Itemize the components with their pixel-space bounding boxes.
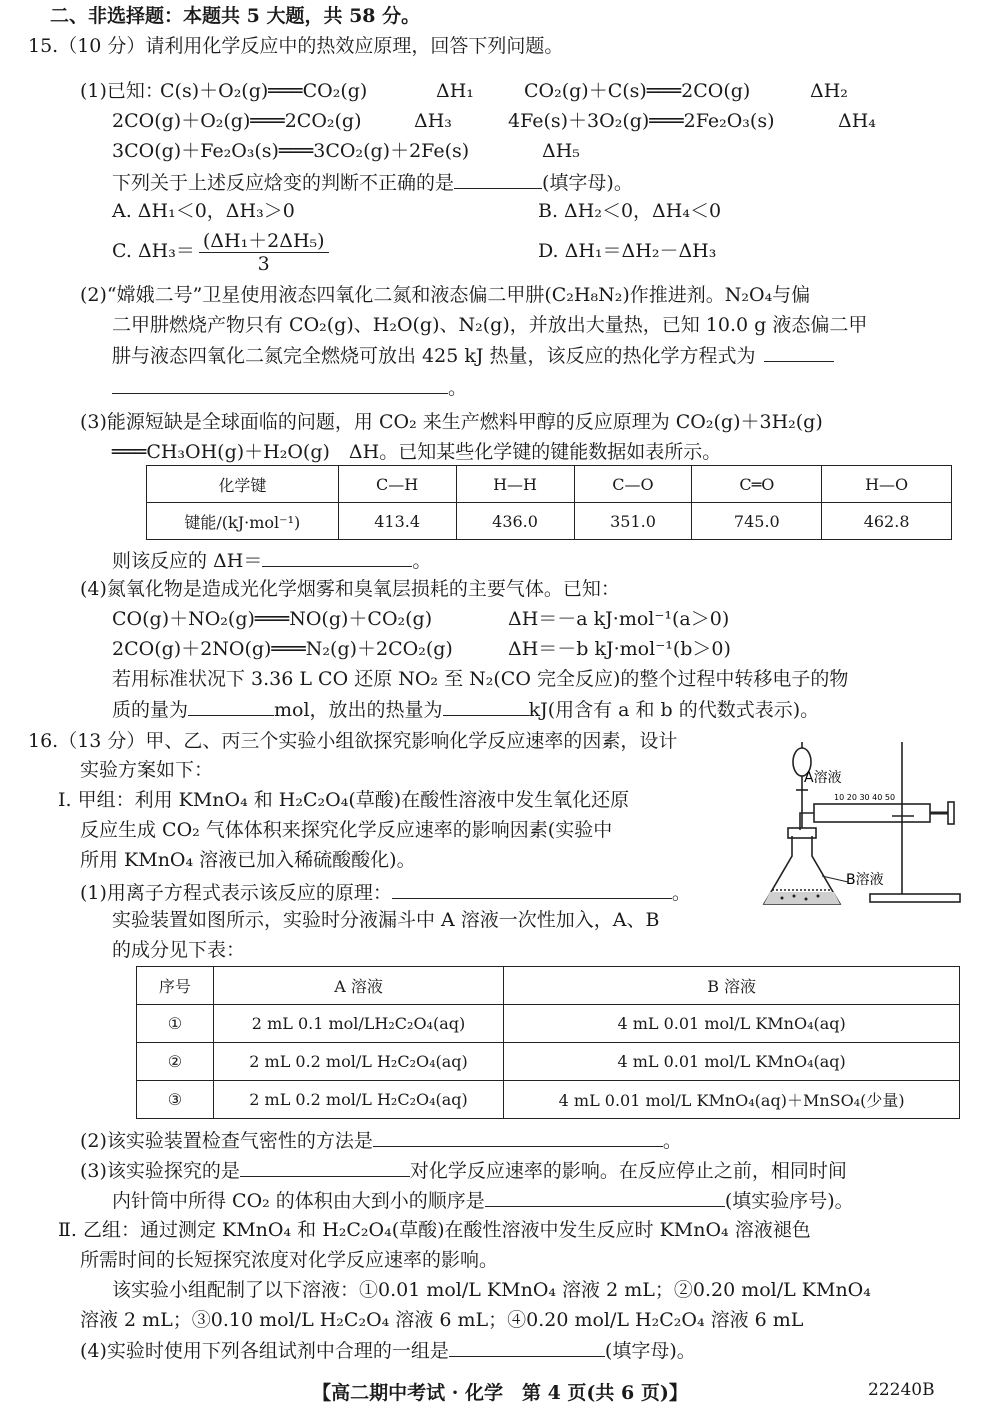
page-footer: 【高二期中考试 · 化学 第 4 页(共 6 页)】 [312, 1382, 688, 1404]
table-cell: 键能/(kJ·mol⁻¹) [147, 503, 339, 540]
experiment-table [136, 966, 960, 1119]
syringe-scale: 10 20 30 40 50 [834, 793, 896, 802]
q15-reaction-4: 4Fe(s)＋3O₂(g)═══2Fe₂O₃(s) [508, 110, 775, 132]
table-cell: ① [137, 1005, 214, 1043]
q15-p4-dh-1: ΔH＝－a kJ·mol⁻¹(a＞0) [508, 608, 730, 630]
answer-blank[interactable] [454, 170, 542, 189]
label-a-solution: A溶液 [804, 770, 842, 786]
q15-option-a: A. ΔH₁＜0，ΔH₃＞0 [112, 200, 295, 222]
q15-p3-answer: 则该反应的 ΔH＝ 。 [112, 550, 432, 572]
table-header-row [147, 466, 952, 503]
stand-base [870, 894, 960, 902]
q15-reaction-3: 2CO(g)＋O₂(g)═══2CO₂(g) [112, 110, 362, 132]
solution-b-liquid [764, 892, 840, 904]
q15-dh5: ΔH₅ [542, 140, 580, 162]
table-cell: ② [137, 1043, 214, 1081]
q15-option-d: D. ΔH₁＝ΔH₂－ΔH₃ [538, 240, 717, 262]
answer-blank[interactable] [112, 375, 448, 394]
label-b-solution: B溶液 [846, 872, 884, 888]
q15-p4-reaction-2: 2CO(g)＋2NO(g)═══N₂(g)＋2CO₂(g) [112, 638, 453, 660]
q16-partI-line3: 所用 KMnO₄ 溶液已加入稀硫酸酸化)。 [80, 849, 416, 871]
q16-partI-line2: 反应生成 CO₂ 气体体积来探究化学反应速率的影响因素(实验中 [80, 819, 613, 841]
q15-p3-line1: (3)能源短缺是全球面临的问题，用 CO₂ 来生产燃料甲醇的反应原理为 CO₂(g)＋3H₂(g) [80, 411, 823, 433]
q16-intro-line1: 16.（13 分）甲、乙、丙三个实验小组欲探究影响化学反应速率的因素，设计 [28, 730, 678, 752]
q16-p3: (3)该实验探究的是 对化学反应速率的影响。在反应停止之前，相同时间 [80, 1160, 847, 1182]
q15-dh4: ΔH₄ [838, 110, 876, 132]
table-header: A 溶液 [213, 967, 503, 1005]
q15-p2-line3: 肼与液态四氧化二氮完全燃烧可放出 425 kJ 热量，该反应的热化学方程式为 [112, 343, 834, 368]
bond-energy-table [146, 465, 952, 540]
q15-p2-line4: 。 [112, 375, 467, 400]
q15-p1-label: (1)已知： [80, 80, 164, 102]
q16-partI-line1: Ⅰ. 甲组：利用 KMnO₄ 和 H₂C₂O₄(草酸)在酸性溶液中发生氧化还原 [58, 789, 630, 811]
table-header: 化学键 [147, 466, 339, 503]
q16-device-line1: 实验装置如图所示，实验时分液漏斗中 A 溶液一次性加入，A、B [112, 909, 660, 931]
table-cell: 2 mL 0.2 mol/L H₂C₂O₄(aq) [213, 1043, 503, 1081]
q16-partII-line4: 溶液 2 mL；③0.10 mol/L H₂C₂O₄ 溶液 6 mL；④0.20 mol/L H₂C₂O₄ 溶液 6 mL [80, 1309, 804, 1331]
q16-p4: (4)实验时使用下列各组试剂中合理的一组是 (填字母)。 [80, 1340, 696, 1362]
q16-intro-line2: 实验方案如下： [80, 759, 214, 781]
q15-p3-line2: ═══CH₃OH(g)＋H₂O(g) ΔH。已知某些化学键的键能数据如表所示。 [112, 441, 722, 463]
syringe-barrel [814, 804, 930, 822]
q16-device-line2: 的成分见下表： [112, 939, 246, 961]
table-cell: 413.4 [338, 503, 456, 540]
q15-p4-line5: 质的量为 mol，放出的热量为 kJ(用含有 a 和 b 的代数式表示)。 [112, 699, 820, 721]
q15-p2-line2: 二甲肼燃烧产物只有 CO₂(g)、H₂O(g)、N₂(g)，并放出大量热，已知 10.0 g 液态偏二甲 [112, 314, 868, 336]
table-cell: ③ [137, 1081, 214, 1119]
q15-reaction-2: CO₂(g)＋C(s)═══2CO(g) [524, 80, 751, 102]
table-cell: 4 mL 0.01 mol/L KMnO₄(aq) [504, 1043, 960, 1081]
fraction: $\frac{\text{(ΔH₁＋2ΔH₅)}}{3}$ [199, 230, 329, 275]
table-cell: 436.0 [456, 503, 574, 540]
table-header: C—O [574, 466, 692, 503]
q15-dh3: ΔH₃ [414, 110, 452, 132]
q15-p4-dh-2: ΔH＝－b kJ·mol⁻¹(b＞0) [508, 638, 731, 660]
q15-intro: 15.（10 分）请利用化学反应中的热效应原理，回答下列问题。 [28, 35, 564, 57]
table-header: H—H [456, 466, 574, 503]
q16-p1: (1)用离子方程式表示该反应的原理： 。 [80, 882, 691, 904]
q15-dh2: ΔH₂ [810, 80, 848, 102]
table-row [137, 1043, 960, 1081]
table-cell: 4 mL 0.01 mol/L KMnO₄(aq) [504, 1005, 960, 1043]
answer-blank[interactable] [449, 1338, 605, 1357]
table-header: C—H [338, 466, 456, 503]
q15-p2-line1: (2)“嫦娥二号”卫星使用液态四氧化二氮和液态偏二甲肼(C₂H₈N₂)作推进剂。N₂O₄与偏 [80, 284, 811, 306]
q15-p1-question: 下列关于上述反应焓变的判断不正确的是 (填字母)。 [112, 172, 633, 194]
table-cell: 2 mL 0.2 mol/L H₂C₂O₄(aq) [213, 1081, 503, 1119]
table-header: H—O [822, 466, 952, 503]
q15-p4-line4: 若用标准状况下 3.36 L CO 还原 NO₂ 至 N₂(CO 完全反应)的整个过程中转移电子的物 [112, 668, 849, 690]
q16-p2: (2)该实验装置检查气密性的方法是 。 [80, 1130, 682, 1152]
exam-code: 22240B [868, 1380, 935, 1400]
table-header: 序号 [137, 967, 214, 1005]
q15-reaction-5: 3CO(g)＋Fe₂O₃(s)═══3CO₂(g)＋2Fe(s) [112, 140, 470, 162]
q15-option-c: C. ΔH₃＝ $\frac{\text{(ΔH₁＋2ΔH₅)}}{3}$ [112, 228, 333, 275]
table-cell: 351.0 [574, 503, 692, 540]
q15-reaction-1: C(s)＋O₂(g)═══CO₂(g) [160, 80, 368, 102]
q15-p4-line1: (4)氮氧化物是造成光化学烟雾和臭氧层损耗的主要气体。已知： [80, 578, 620, 600]
answer-blank[interactable] [188, 697, 274, 716]
section-header: 二、非选择题：本题共 5 大题，共 58 分。 [50, 5, 421, 27]
table-cell: 2 mL 0.1 mol/LH₂C₂O₄(aq) [213, 1005, 503, 1043]
table-header-row [137, 967, 960, 1005]
table-header: C═O [692, 466, 822, 503]
table-cell: 745.0 [692, 503, 822, 540]
answer-blank[interactable] [443, 697, 529, 716]
q15-p4-reaction-1: CO(g)＋NO₂(g)═══NO(g)＋CO₂(g) [112, 608, 433, 630]
answer-blank[interactable] [373, 1128, 663, 1147]
q16-partII-line3: 该实验小组配制了以下溶液：①0.01 mol/L KMnO₄ 溶液 2 mL；②0.20 mol/L KMnO₄ [112, 1279, 871, 1301]
q16-partII-line1: Ⅱ. 乙组：通过测定 KMnO₄ 和 H₂C₂O₄(草酸)在酸性溶液中发生反应时 KMnO₄ 溶液褪色 [58, 1219, 811, 1241]
q15-option-b: B. ΔH₂＜0，ΔH₄＜0 [538, 200, 722, 222]
table-cell: 462.8 [822, 503, 952, 540]
table-cell: 4 mL 0.01 mol/L KMnO₄(aq)＋MnSO₄(少量) [504, 1081, 960, 1119]
answer-blank[interactable] [764, 343, 834, 362]
q16-partII-line2: 所需时间的长短探究浓度对化学反应速率的影响。 [80, 1249, 499, 1271]
q15-dh1: ΔH₁ [436, 80, 474, 102]
answer-blank[interactable] [485, 1188, 725, 1207]
apparatus-figure [752, 736, 967, 916]
table-row [147, 503, 952, 540]
table-row [137, 1081, 960, 1119]
table-row [137, 1005, 960, 1043]
answer-blank[interactable] [262, 548, 412, 567]
table-header: B 溶液 [504, 967, 960, 1005]
answer-blank[interactable] [392, 880, 672, 899]
q16-p3-line2: 内针筒中所得 CO₂ 的体积由大到小的顺序是 (填实验序号)。 [112, 1190, 854, 1212]
answer-blank[interactable] [240, 1158, 410, 1177]
